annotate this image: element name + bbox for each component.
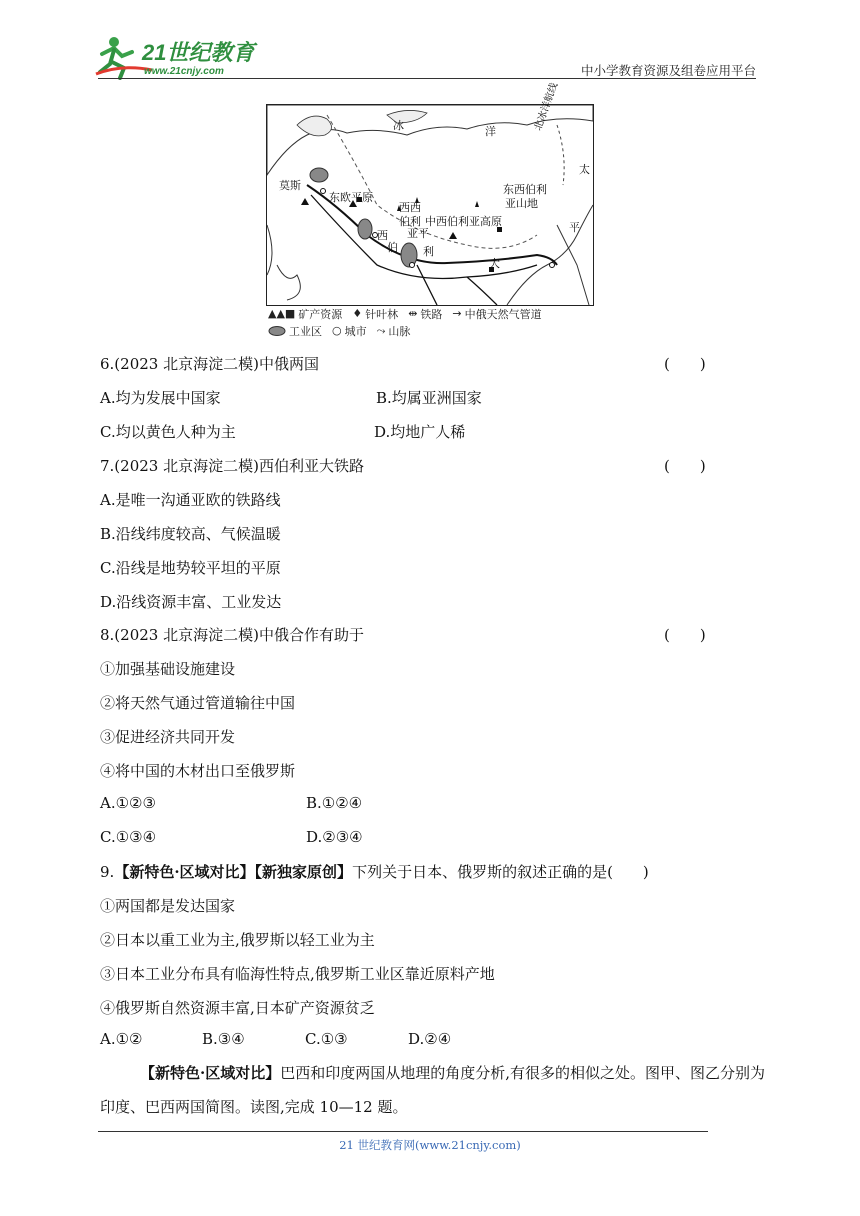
mountain-icon: ⤳ [376,323,386,337]
q9-option-d: D.②④ [408,1030,452,1048]
map-label-pacific-1: 太 [579,163,590,176]
q6-option-b: B.均属亚洲国家 [376,389,482,407]
russia-map [266,81,594,306]
industrial-area-icon [268,326,286,336]
map-label-da: 大 [489,257,500,270]
q7-stem: 7.(2023 北京海淀二模)西伯利亚大铁路 [100,457,364,475]
q8-option-b: B.①②④ [306,794,363,812]
legend-city: ○ 城市 [332,324,367,338]
footer-divider [98,1131,708,1132]
legend-conifer: ♦ 针叶林 [352,307,399,321]
legend-mountain: ⤳ 山脉 [376,323,411,338]
legend-railway: ⇹ 铁路 [408,307,443,321]
map-label-ice: 冰 [393,119,404,132]
q9-option-b: B.③④ [202,1030,245,1048]
map-label-central-siberia: 中西伯利亚高原 [425,215,502,228]
map-drawing [267,105,593,305]
map-label-east-siberia-2: 亚山地 [505,197,538,210]
map-label-ocean: 洋 [485,125,496,138]
header-slogan: 中小学教育资源及组卷应用平台 [580,63,756,78]
map-label-west-siberia-2: 伯利 [399,215,421,228]
intro-tag: 【新特色·区域对比】 [140,1064,281,1082]
q7-option-c: C.沿线是地势较平坦的平原 [100,559,281,577]
q6-stem: 6.(2023 北京海淀二模)中俄两国 [100,355,319,373]
map-label-west-siberia: 西西 [399,201,421,214]
city-icon: ○ [332,324,342,337]
q8-statement-1: ①加强基础设施建设 [100,660,236,678]
map-legend [268,305,542,339]
railway-icon: ⇹ [408,307,418,320]
q9-statement-4: ④俄罗斯自然资源丰富,日本矿产资源贫乏 [100,999,375,1017]
legend-mineral: ▲▲■ 矿产资源 [268,307,343,321]
q9-statement-1: ①两国都是发达国家 [100,897,236,915]
intro-text: 巴西和印度两国从地理的角度分析,有很多的相似之处。图甲、图乙分别为印度、巴西两国简图。读图,完成 10—12 题。 [100,1064,766,1116]
q9-tag-region: 【新特色·区域对比】 [114,863,255,881]
q8-statement-4: ④将中国的木材出口至俄罗斯 [100,762,296,780]
q7-option-b: B.沿线纬度较高、气候温暖 [100,525,281,543]
map-label-west-siberia-3: 亚平 [407,227,429,240]
q7-option-a: A.是唯一沟通亚欧的铁路线 [100,491,281,509]
q8-statement-3: ③促进经济共同开发 [100,728,236,746]
map-label-moscow: 莫斯 [279,179,301,192]
q9-stem-line [100,861,649,882]
map-label-bo: 伯 [387,241,398,254]
map-label-pacific-2: 平 [569,221,580,234]
svg-text:21世纪教育: 21世纪教育 [142,40,255,65]
map-label-west: 西 [377,229,388,242]
q9-tag-original: 【新独家原创】 [254,863,353,881]
site-logo [92,34,262,80]
q8-answer-blank: ( ) [664,626,706,644]
map-label-route: 北冰洋航线 [532,81,561,133]
q8-option-c: C.①③④ [100,828,157,846]
q8-stem: 8.(2023 北京海淀二模)中俄合作有助于 [100,626,364,644]
header-divider [98,78,756,79]
q8-statement-2: ②将天然气通过管道输往中国 [100,694,296,712]
q9-option-c: C.①③ [305,1030,348,1048]
q9-statement-2: ②日本以重工业为主,俄罗斯以轻工业为主 [100,931,375,949]
q10-12-intro [100,1056,768,1124]
q7-option-d: D.沿线资源丰富、工业发达 [100,593,282,611]
q8-option-a: A.①②③ [100,794,156,812]
svg-text:www.21cnjy.com: www.21cnjy.com [144,66,224,77]
conifer-icon: ♦ [352,307,363,320]
q6-option-c: C.均以黄色人种为主 [100,423,236,441]
q9-number: 9. [100,863,115,881]
q6-option-d: D.均地广人稀 [374,423,466,441]
q8-option-d: D.②③④ [306,828,363,846]
map-label-li: 利 [423,245,434,258]
map-label-east-siberia: 东西伯利 [503,183,547,196]
runner-logo-icon [92,34,262,80]
q9-statement-3: ③日本工业分布具有临海性特点,俄罗斯工业区靠近原料产地 [100,965,495,983]
q7-answer-blank: ( ) [664,457,706,475]
q6-option-a: A.均为发展中国家 [100,389,221,407]
q6-answer-blank: ( ) [664,355,706,373]
footer-link[interactable]: 21 世纪教育网(www.21cnjy.com) [339,1138,521,1152]
mineral-icon: ▲▲■ [268,307,296,320]
pipeline-icon: → [452,307,462,320]
q9-option-a: A.①② [100,1030,143,1048]
legend-pipeline: → 中俄天然气管道 [452,307,542,321]
map-label-east-europe-plain: 东欧平原 [329,191,373,204]
q9-stem: 下列关于日本、俄罗斯的叙述正确的是( ) [352,863,649,881]
legend-industrial: 工业区 [268,323,322,339]
